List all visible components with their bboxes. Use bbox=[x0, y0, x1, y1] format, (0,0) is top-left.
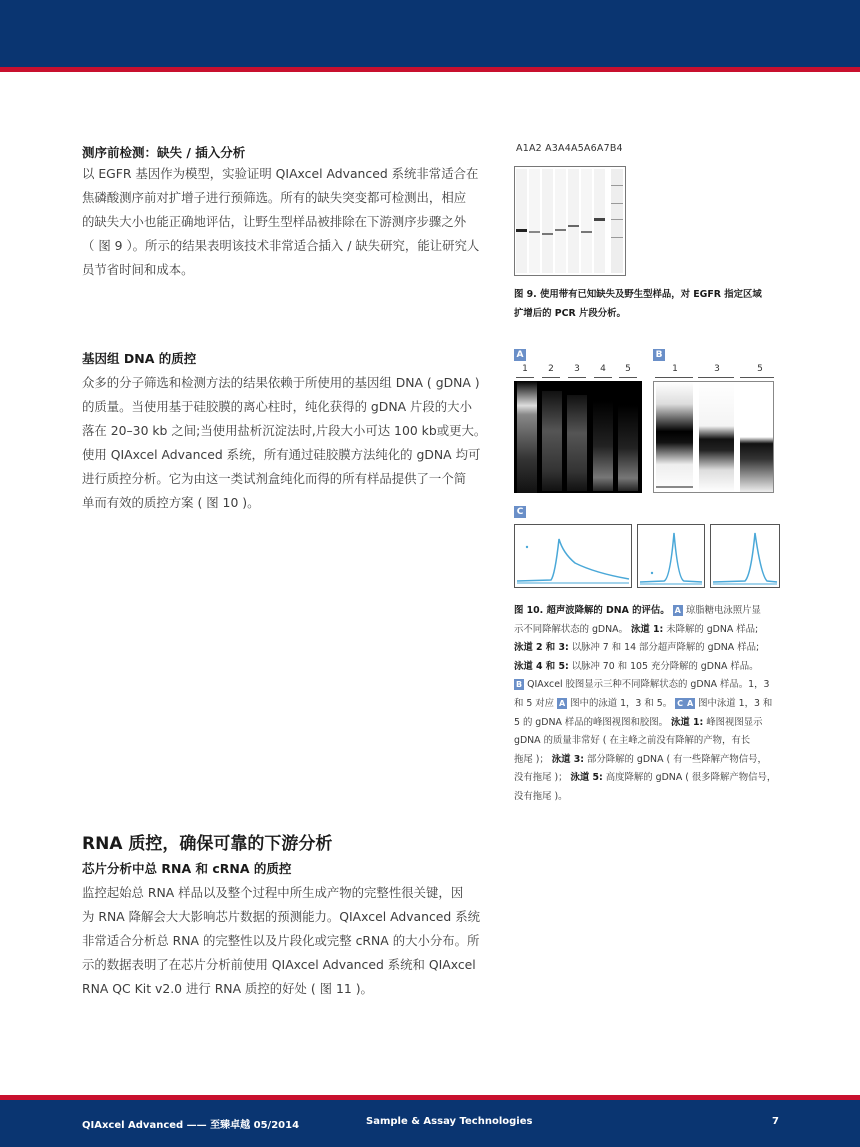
caption-bold: 泳道 1: bbox=[671, 716, 704, 728]
footer-product: QIAxcel Advanced —— 至臻卓越 05/2014 bbox=[82, 1120, 300, 1131]
figure9-caption bbox=[514, 286, 782, 323]
lane-label: 2 bbox=[548, 364, 554, 374]
panel-c-tag: C bbox=[514, 506, 526, 518]
text-line: 员节省时间和成本。 bbox=[82, 262, 194, 277]
caption-text: 和 5 对应 bbox=[514, 697, 555, 709]
caption-line bbox=[514, 769, 782, 788]
caption-text: 以脉冲 70 和 105 充分降解的 gDNA 样品。 bbox=[571, 660, 759, 672]
header-accent-stripe bbox=[0, 67, 860, 72]
electropherogram-lane1 bbox=[514, 524, 632, 588]
footer-tagline: Sample & Assay Technologies bbox=[366, 1116, 533, 1127]
section-heading-rna: RNA 质控，确保可靠的下游分析 bbox=[82, 834, 333, 854]
figure9-gel-image bbox=[514, 166, 626, 276]
text-line: 进行质控分析。它为由这一类试剂盒纯化而得的所有样品提供了一个简 bbox=[82, 471, 467, 486]
caption-text: 5 的 gDNA 样品的峰图视图和胶图。 bbox=[514, 716, 669, 728]
panel-ref-tag: A bbox=[686, 698, 694, 708]
caption-text: 图中的泳道 1，3 和 5。 bbox=[570, 697, 673, 709]
lane-tick bbox=[516, 377, 534, 378]
caption-line: 没有拖尾 )。 bbox=[514, 790, 568, 802]
caption-text: 高度降解的 gDNA ( 很多降解产物信号， bbox=[605, 772, 777, 784]
lane-label: 5 bbox=[757, 364, 763, 374]
caption-line: gDNA 的质量非常好 ( 在主峰之前没有降解的产物，有长 bbox=[514, 735, 751, 747]
caption-bold: 泳道 2 和 3: bbox=[514, 642, 569, 654]
panel-ref-tag: C bbox=[677, 698, 683, 708]
electropherogram-lane3 bbox=[637, 524, 705, 588]
text-line: 的质量。当使用基于硅胶膜的离心柱时，纯化获得的 gDNA 片段的大小 bbox=[82, 399, 472, 414]
text-line: 示的数据表明了在芯片分析前使用 QIAxcel Advanced 系统和 QIAxcel bbox=[82, 957, 476, 972]
text-line: RNA QC Kit v2.0 进行 RNA 质控的好处 ( 图 11 )。 bbox=[82, 981, 373, 996]
text-line: 落在 20–30 kb 之间;当使用盐析沉淀法时,片段大小可达 100 kb或更大。 bbox=[82, 423, 487, 438]
panel-a-tag: A bbox=[514, 349, 526, 361]
agarose-gel-image bbox=[514, 381, 642, 493]
caption-line bbox=[514, 639, 782, 658]
lane-tick bbox=[619, 377, 637, 378]
caption-bold: 泳道 3: bbox=[551, 753, 585, 765]
lane-label: 5 bbox=[625, 364, 631, 374]
caption-text: 以脉冲 7 和 14 部分超声降解的 gDNA 样品; bbox=[571, 642, 760, 654]
caption-text: 未降解的 gDNA 样品; bbox=[666, 623, 759, 635]
caption-line bbox=[514, 658, 782, 677]
lane-tick bbox=[655, 377, 693, 378]
lane-label: 3 bbox=[574, 364, 580, 374]
section-heading-gdna: 基因组 DNA 的质控 bbox=[82, 351, 197, 366]
section-subheading-rna: 芯片分析中总 RNA 和 cRNA 的质控 bbox=[82, 861, 292, 876]
caption-line bbox=[514, 621, 782, 640]
caption-line bbox=[514, 695, 782, 714]
agarose-gel-svg bbox=[514, 381, 642, 493]
panel-b-tag: B bbox=[653, 349, 665, 361]
lane-tick bbox=[740, 377, 774, 378]
header-bar bbox=[0, 0, 860, 67]
caption-bold: 图 10. 超声波降解的 DNA 的评估。 bbox=[514, 605, 670, 616]
text-line: 单而有效的质控方案 ( 图 10 )。 bbox=[82, 495, 260, 510]
text-line: 的缺失大小也能正确地评估，让野生型样品被排除在下游测序步骤之外 bbox=[82, 214, 467, 229]
caption-line bbox=[514, 676, 782, 695]
caption-text: 图中泳道 1，3 和 bbox=[698, 697, 773, 709]
caption-bold: 泳道 1: bbox=[630, 623, 664, 635]
caption-text: 峰图视图显示 bbox=[706, 716, 763, 728]
text-line: 为 RNA 降解会大大影响芯片数据的预测能力。QIAxcel Advanced 系统 bbox=[82, 909, 480, 924]
paragraph-indel bbox=[82, 162, 492, 282]
electropherogram-svg bbox=[711, 525, 779, 587]
section-heading-indel: 测序前检测：缺失 / 插入分析 bbox=[82, 145, 246, 160]
figure9-gel-svg bbox=[515, 167, 625, 275]
electropherogram-lane5 bbox=[710, 524, 780, 588]
lane-tick bbox=[568, 377, 586, 378]
caption-text: 示不同降解状态的 gDNA。 bbox=[514, 623, 628, 635]
lane-label: 4 bbox=[600, 364, 606, 374]
text-line: 使用 QIAxcel Advanced 系统，所有通过硅胶膜方法纯化的 gDNA 均可 bbox=[82, 447, 481, 462]
figure9-lane-labels: A1A2 A3A4A5A6A7B4 bbox=[516, 143, 623, 154]
caption-line bbox=[514, 751, 782, 770]
lane-label: 1 bbox=[672, 364, 678, 374]
lane-label: 1 bbox=[522, 364, 528, 374]
lane-tick bbox=[594, 377, 612, 378]
text-line: （ 图 9 ）。所示的结果表明该技术非常适合插入 / 缺失研究，能让研究人 bbox=[82, 238, 480, 253]
panel-ref-tag: B bbox=[516, 680, 523, 690]
lane-tick bbox=[542, 377, 560, 378]
caption-bold: 泳道 5: bbox=[570, 772, 603, 784]
electropherogram-svg bbox=[515, 525, 631, 587]
caption-bold: 泳道 4 和 5: bbox=[514, 660, 569, 672]
paragraph-gdna bbox=[82, 371, 492, 515]
electropherogram-svg bbox=[638, 525, 704, 587]
lane-tick bbox=[698, 377, 734, 378]
caption-text: 没有拖尾 )； bbox=[514, 772, 568, 784]
caption-text: 部分降解的 gDNA ( 有一些降解产物信号， bbox=[587, 753, 767, 765]
caption-text: QIAxcel 胶图显示三种不同降解状态的 gDNA 样品。1，3 bbox=[527, 679, 770, 691]
lane-label: 3 bbox=[714, 364, 720, 374]
paragraph-rna bbox=[82, 881, 492, 1001]
text-line: 焦磷酸测序前对扩增子进行预筛选。所有的缺失突变都可检测出，相应 bbox=[82, 190, 467, 205]
caption-line: 图 9. 使用带有已知缺失及野生型样品，对 EGFR 指定区域 bbox=[514, 289, 762, 300]
text-line: 以 EGFR 基因作为模型，实验证明 QIAxcel Advanced 系统非常适合在 bbox=[82, 166, 479, 181]
text-line: 众多的分子筛选和检测方法的结果依赖于所使用的基因组 DNA ( gDNA ) bbox=[82, 375, 480, 390]
figure10-caption bbox=[514, 602, 782, 807]
text-line: 非常适合分析总 RNA 的完整性以及片段化或完整 cRNA 的大小分布。所 bbox=[82, 933, 480, 948]
caption-text: 拖尾 )； bbox=[514, 753, 549, 765]
caption-line bbox=[514, 714, 782, 733]
caption-text: 琼脂糖电泳照片显 bbox=[685, 605, 761, 616]
qiaxcel-gel-svg bbox=[654, 382, 773, 492]
qiaxcel-gel-image bbox=[653, 381, 774, 493]
caption-line: 扩增后的 PCR 片段分析。 bbox=[514, 307, 626, 319]
panel-ref-tag: A bbox=[559, 698, 566, 708]
panel-ref-tag: A bbox=[674, 606, 681, 615]
text-line: 监控起始总 RNA 样品以及整个过程中所生成产物的完整性很关键，因 bbox=[82, 885, 464, 900]
caption-line bbox=[514, 602, 782, 621]
page-number: 7 bbox=[772, 1116, 779, 1127]
